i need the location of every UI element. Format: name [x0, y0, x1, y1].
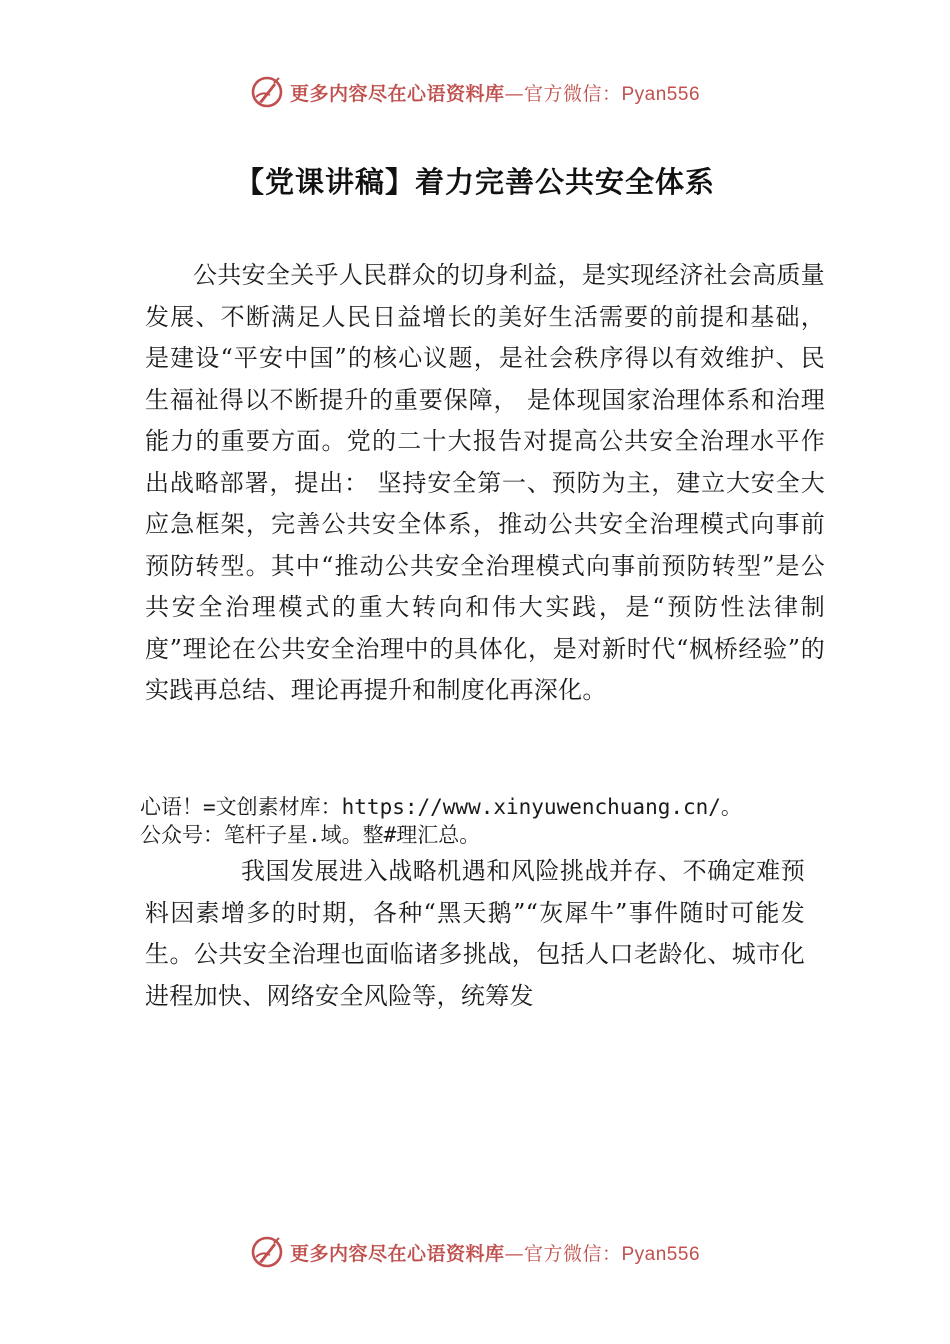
banner-account-label: 官方微信：	[523, 1242, 622, 1265]
banner-separator: —	[504, 1242, 524, 1265]
paragraph-1: 公共安全关乎人民群众的切身利益，是实现经济社会高质量发展、不断满足人民日益增长的美好生活需要的前提和基础，是建设“平安中国”的核心议题，是社会秩序得以有效维护、民生福祉得以不断提升的重要保障， 是体现国家治理体系和治理能力的重要方面。党的二十大报告对提高公共安全治理水平作出战略部署，提出： 坚持安全第一、预防为主，建立大安全大应急框架，完善公共安全体系，推动公共安全治理模式向事前预防转型。其中“推动公共安全治理模式向事前预防转型”是公共安全治理模式的重大转向和伟大实践，是“预防性法律制度”理论在公共安全治理中的具体化，是对新时代“枫桥经验”的实践再总结、理论再提升和制度化再深化。	[145, 261, 825, 704]
banner-site-name: 更多内容尽在心语资料库	[289, 82, 505, 105]
banner-account-label: 官方微信：	[523, 82, 622, 105]
document-title: 【党课讲稿】着力完善公共安全体系	[234, 165, 715, 199]
quill-pen-logo-icon	[250, 1235, 284, 1269]
footer-banner	[0, 1232, 950, 1272]
banner-site-name: 更多内容尽在心语资料库	[289, 1242, 505, 1265]
header-banner	[0, 72, 950, 112]
notice-line-1: 心语！=文创素材库：https://www.xinyuwenchuang.cn/。	[140, 795, 742, 819]
notice-line-2: 公众号：笔杆子星.域。整#理汇总。	[140, 823, 481, 847]
banner-account: Pyan556	[621, 1243, 701, 1265]
banner-text	[290, 1239, 700, 1266]
banner-separator: —	[504, 82, 524, 105]
source-notice	[140, 793, 840, 849]
banner-text	[290, 79, 700, 106]
banner-account: Pyan556	[621, 83, 701, 105]
paragraph-2: 我国发展进入战略机遇和风险挑战并存、不确定难预料因素增多的时期，各种“黑天鹅”“灰犀牛”事件随时可能发生。公共安全治理也面临诸多挑战，包括人口老龄化、城市化进程加快、网络安全风险等，统筹发	[145, 857, 805, 1010]
quill-pen-logo-icon	[250, 75, 284, 109]
